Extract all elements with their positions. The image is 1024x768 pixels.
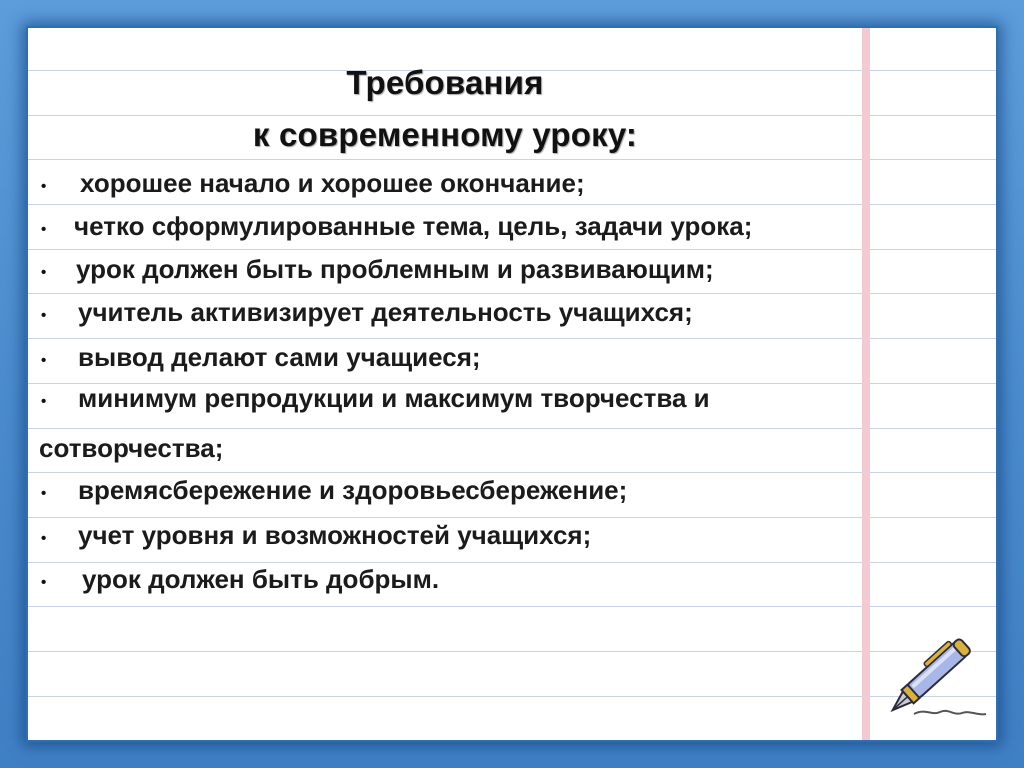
bullet: •: [41, 530, 47, 547]
list-item: урок должен быть проблемным и развивающим;: [76, 254, 714, 284]
bullet: •: [41, 307, 47, 324]
list-item: учет уровня и возможностей учащихся;: [78, 520, 592, 550]
ruled-line: [28, 562, 996, 563]
ruled-line: [28, 606, 996, 607]
list-item: минимум репродукции и максимум творчества и: [78, 383, 710, 413]
bullet: •: [41, 574, 47, 591]
bullet: •: [41, 221, 47, 238]
list-item: четко сформулированные тема, цель, задачи урока;: [74, 211, 753, 241]
bullet: •: [41, 393, 47, 410]
list-item: времясбережение и здоровьесбережение;: [78, 475, 628, 505]
ruled-line: [28, 517, 996, 518]
list-item: урок должен быть добрым.: [82, 564, 440, 594]
notebook-page: [28, 28, 996, 740]
page-title-line2: к современному уроку:: [252, 116, 638, 153]
ruled-line: [28, 338, 996, 339]
list-item: учитель активизирует деятельность учащихся;: [78, 297, 693, 327]
ruled-line: [28, 428, 996, 429]
ruled-line: [28, 472, 996, 473]
bullet: •: [41, 352, 47, 369]
margin-line: [862, 28, 870, 740]
list-item: хорошее начало и хорошее окончание;: [80, 168, 585, 198]
ruled-line: [28, 204, 996, 205]
ruled-line: [28, 159, 996, 160]
ruled-line: [28, 651, 996, 652]
bullet: •: [41, 485, 47, 502]
page-title-line1: Требования: [346, 64, 544, 101]
ruled-line: [28, 293, 996, 294]
fountain-pen-icon: [874, 628, 990, 724]
list-item: вывод делают сами учащиеся;: [78, 342, 481, 372]
bullet: •: [41, 178, 47, 195]
bullet: •: [41, 264, 47, 281]
list-item-continuation: сотворчества;: [39, 433, 224, 463]
ruled-line: [28, 249, 996, 250]
ruled-line: [28, 696, 996, 697]
